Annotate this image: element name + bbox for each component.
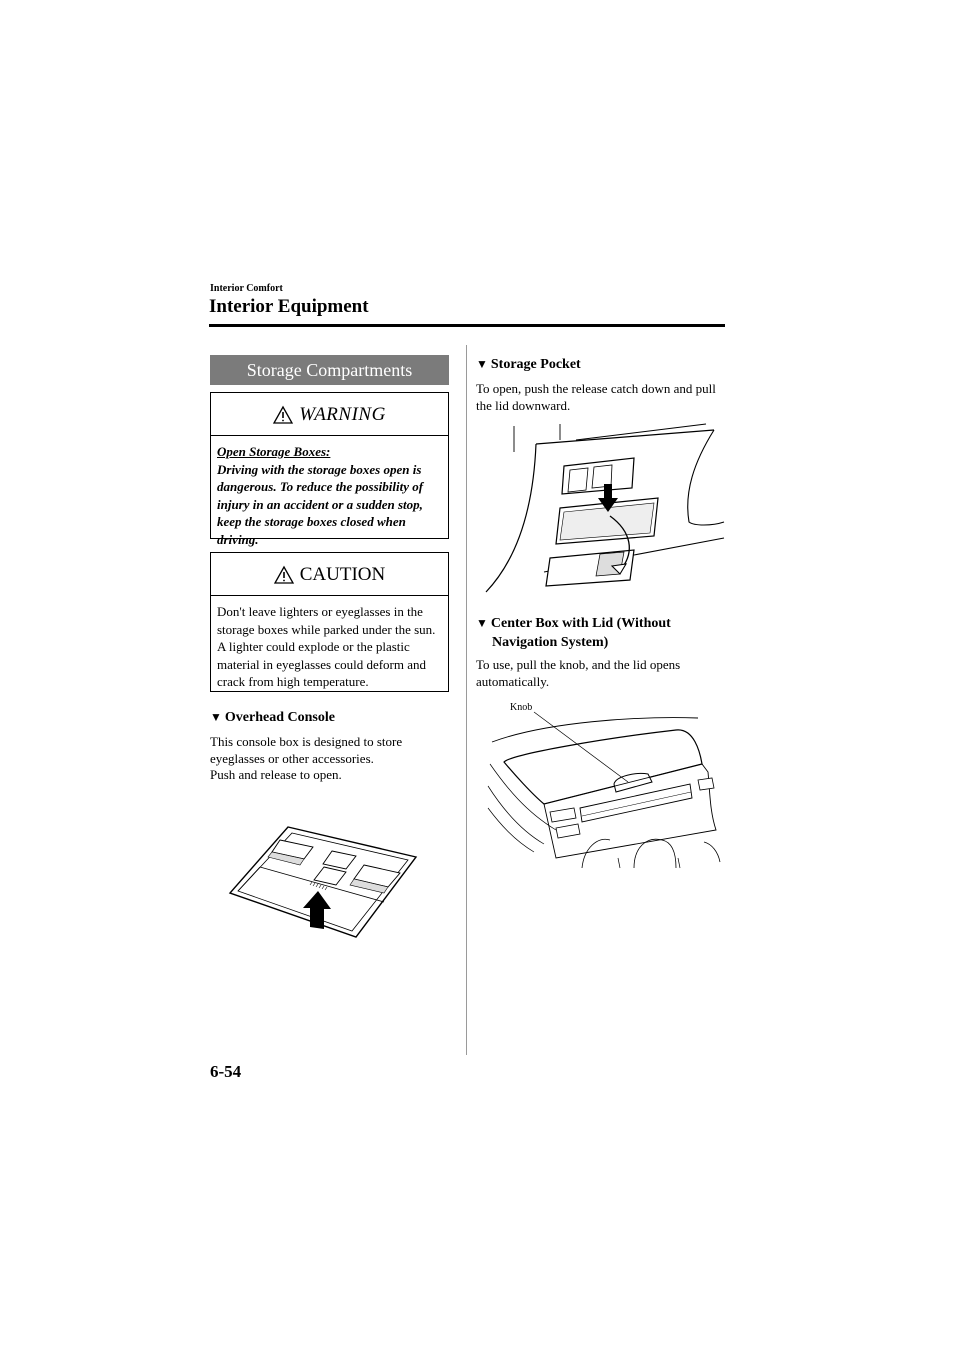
warning-triangle-icon bbox=[273, 406, 293, 424]
overhead-console-text bbox=[210, 734, 450, 784]
column-divider bbox=[466, 345, 467, 1055]
caution-header bbox=[211, 561, 448, 589]
overhead-text-line1: This console box is designed to store bbox=[210, 734, 403, 749]
page-number: 6-54 bbox=[210, 1062, 242, 1081]
caution-heading: CAUTION bbox=[299, 564, 386, 585]
overhead-console-title: Overhead Console bbox=[224, 710, 335, 725]
subhead-marker-icon: ▼ bbox=[476, 357, 488, 371]
overhead-console-heading bbox=[210, 708, 335, 727]
caution-triangle-icon bbox=[274, 566, 294, 584]
knob-label: Knob bbox=[510, 702, 533, 713]
center-box-heading-line2: Navigation System) bbox=[492, 635, 609, 650]
storage-pocket-heading bbox=[476, 355, 581, 374]
overhead-text-line2: eyeglasses or other accessories. bbox=[210, 750, 374, 766]
warning-body bbox=[211, 436, 448, 548]
banner-title: Storage Compartments bbox=[246, 359, 413, 380]
storage-pocket-title: Storage Pocket bbox=[490, 357, 581, 372]
center-box-illustration bbox=[486, 712, 726, 872]
center-box-text: To use, pull the knob, and the lid opens automatically. bbox=[476, 657, 681, 689]
page-title: Interior Equipment bbox=[209, 296, 369, 317]
subhead-marker-icon: ▼ bbox=[476, 616, 488, 630]
storage-pocket-text: To open, push the release catch down and pull the lid downward. bbox=[476, 381, 716, 413]
caution-text: Don't leave lighters or eyeglasses in the storage boxes while parked under the sun. A lighter could explode or the plastic material in eyeglasses could deform and crack from high temperature. bbox=[217, 604, 436, 689]
overhead-console-illustration bbox=[228, 825, 418, 940]
section-label: Interior Comfort bbox=[210, 283, 283, 294]
overhead-text-line3: Push and release to open. bbox=[210, 767, 342, 782]
title-rule bbox=[209, 324, 725, 327]
warning-text: Driving with the storage boxes open is dangerous. To reduce the possibility of injury in an accident or a sudden stop, keep the storage boxes closed when driving. bbox=[217, 461, 424, 547]
caution-body bbox=[211, 596, 448, 691]
center-box-heading bbox=[476, 614, 726, 652]
caution-box bbox=[210, 552, 449, 692]
storage-pocket-illustration bbox=[484, 422, 726, 594]
center-box-title: Center Box with Lid (Without bbox=[490, 616, 671, 631]
warning-header bbox=[211, 401, 448, 429]
warning-subtitle: Open Storage Boxes: bbox=[217, 444, 331, 459]
subhead-marker-icon: ▼ bbox=[210, 710, 222, 724]
warning-box bbox=[210, 392, 449, 547]
center-box-heading-line1 bbox=[476, 614, 726, 633]
warning-heading: WARNING bbox=[299, 404, 386, 425]
storage-compartments-banner bbox=[210, 355, 449, 385]
